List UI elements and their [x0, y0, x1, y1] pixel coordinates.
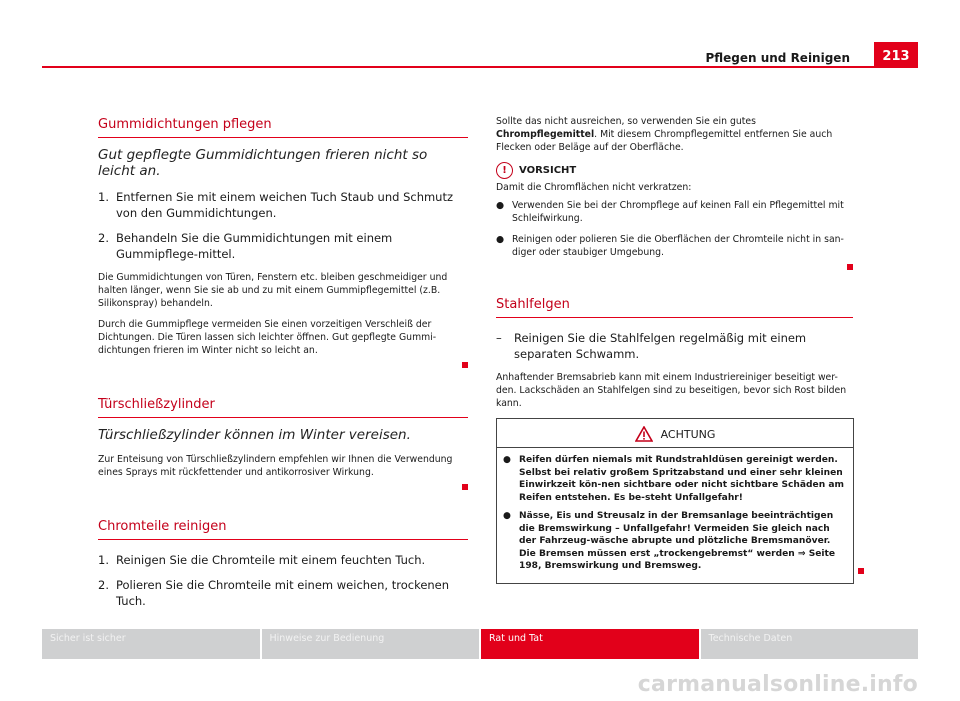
step-text: Behandeln Sie die Gummidichtungen mit einem Gummipflege-mittel.: [116, 231, 393, 261]
warning-bullet: [503, 454, 847, 504]
step-item: [496, 330, 853, 362]
step-text: Entfernen Sie mit einem weichen Tuch Staub und Schmutz von den Gummidichtungen.: [116, 190, 454, 220]
body-paragraph: Anhaftender Bremsabrieb kann mit einem Industriereiniger beseitigt wer-den. Lackschäden an Stahlfelgen sind zu beseitigen, bevor sich Rost bilden kann.: [496, 372, 847, 409]
section-end-marker: [847, 264, 853, 270]
body-paragraph: Zur Enteisung von Türschließzylindern empfehlen wir Ihnen die Verwendung eines Sprays mit rückfettender und antikorrosiver Wirkung.: [98, 454, 453, 478]
chrome-intro-paragraph: [496, 115, 853, 154]
exclamation-circle-icon: !: [496, 162, 513, 179]
header-rule: [42, 66, 918, 68]
caution-header: [496, 162, 853, 179]
warning-title: ACHTUNG: [660, 427, 716, 441]
warning-triangle-icon: [635, 426, 653, 442]
step-item: [98, 230, 468, 262]
bullet-dot: ●: [503, 511, 511, 521]
section-end-marker: [858, 568, 864, 574]
section-subtitle: Türschließzylinder können im Winter vereisen.: [98, 427, 411, 443]
tab-sicher-ist-sicher[interactable]: Sicher ist sicher: [42, 629, 260, 659]
step-list: [98, 189, 468, 262]
warning-header: [497, 419, 853, 447]
caution-title: VORSICHT: [519, 165, 577, 176]
right-column: [496, 115, 853, 584]
step-number: 1.: [98, 553, 109, 567]
step-number: 2.: [98, 231, 109, 245]
bullet-dot: ●: [503, 455, 511, 465]
watermark-text: carmanualsonline.info: [637, 672, 918, 697]
body-paragraph: Die Gummidichtungen von Türen, Fenstern etc. bleiben geschmeidiger und halten länger, wenn Sie sie ab und zu mit einem Gummipflegemittel (z.B. Silikonspray) behandeln.: [98, 272, 448, 309]
tab-technische-daten[interactable]: Technische Daten: [701, 629, 919, 659]
warning-box: [496, 418, 854, 584]
tab-rat-und-tat[interactable]: Rat und Tat: [481, 629, 699, 659]
step-text: Polieren Sie die Chromteile mit einem weichen, trockenen Tuch.: [116, 578, 450, 608]
step-number: 1.: [98, 190, 109, 204]
page-number: 213: [874, 42, 918, 68]
step-list: [496, 330, 853, 362]
step-dash: –: [496, 331, 502, 345]
intro-text: . Mit diesem Chrompflegemittel entfernen Sie auch Flecken oder Beläge auf der Oberfläche.: [496, 129, 833, 153]
caution-lead: Damit die Chromflächen nicht verkratzen:: [496, 182, 692, 193]
tab-hinweise-zur-bedienung[interactable]: Hinweise zur Bedienung: [262, 629, 480, 659]
step-text: Reinigen Sie die Stahlfelgen regelmäßig mit einem separaten Schwamm.: [514, 331, 807, 361]
section-title-gummidichtungen: Gummidichtungen pflegen: [98, 117, 468, 138]
step-list: [98, 552, 468, 609]
section-title-chromteile: Chromteile reinigen: [98, 519, 468, 540]
bullet-text: Reifen dürfen niemals mit Rundstrahldüsen gereinigt werden. Selbst bei relativ großem Spritzabstand und einer sehr kleinen Einwirkzeit kön-nen sichtbare oder nicht sichtbare Schäden am Reifen entstehen. Es be-steht Unfallgefahr!: [519, 455, 844, 503]
section-end-marker: [462, 362, 468, 368]
step-item: [98, 552, 468, 568]
step-item: [98, 577, 468, 609]
intro-bold-term: Chrompflegemittel: [496, 129, 595, 140]
chapter-tabs: [42, 629, 918, 659]
bullet-text: Verwenden Sie bei der Chrompflege auf keinen Fall ein Pflegemittel mit Schleifwirkung.: [512, 200, 844, 224]
bullet-dot: ●: [496, 234, 505, 245]
section-end-marker: [462, 484, 468, 490]
section-title-tuerschliesszylinder: Türschließzylinder: [98, 397, 468, 418]
warning-body: [497, 447, 853, 583]
step-number: 2.: [98, 578, 109, 592]
bullet-text: Nässe, Eis und Streusalz in der Bremsanlage beeinträchtigen die Bremswirkung – Unfallgefahr! Vermeiden Sie gleich nach der Fahrzeug-wäsche abrupte und plötzliche Bremsmanöver. Die Bremsen müssen erst „trockengebremst“ werden ⇒ Seite 198, Bremswirkung und Bremsweg.: [519, 511, 836, 571]
caution-bullet: [496, 199, 853, 225]
section-subtitle: Gut gepflegte Gummidichtungen frieren nicht so leicht an.: [98, 147, 428, 179]
body-paragraph: Durch die Gummipflege vermeiden Sie einen vorzeitigen Verschleiß der Dichtungen. Die Türen lassen sich leichter öffnen. Gut gepflegte Gummi-dichtungen frieren im Winter nicht so leicht an.: [98, 319, 437, 356]
warning-bullet: [503, 510, 847, 573]
left-column: [98, 117, 468, 618]
step-text: Reinigen Sie die Chromteile mit einem feuchten Tuch.: [116, 553, 426, 567]
bullet-text: Reinigen oder polieren Sie die Oberflächen der Chromteile nicht in san-diger oder staubiger Umgebung.: [512, 234, 844, 258]
page-header-title: Pflegen und Reinigen: [705, 51, 850, 65]
section-title-stahlfelgen: Stahlfelgen: [496, 297, 853, 318]
intro-text: Sollte das nicht ausreichen, so verwenden Sie ein gutes: [496, 116, 756, 127]
step-item: [98, 189, 468, 221]
caution-bullet: [496, 233, 853, 259]
bullet-dot: ●: [496, 200, 505, 211]
